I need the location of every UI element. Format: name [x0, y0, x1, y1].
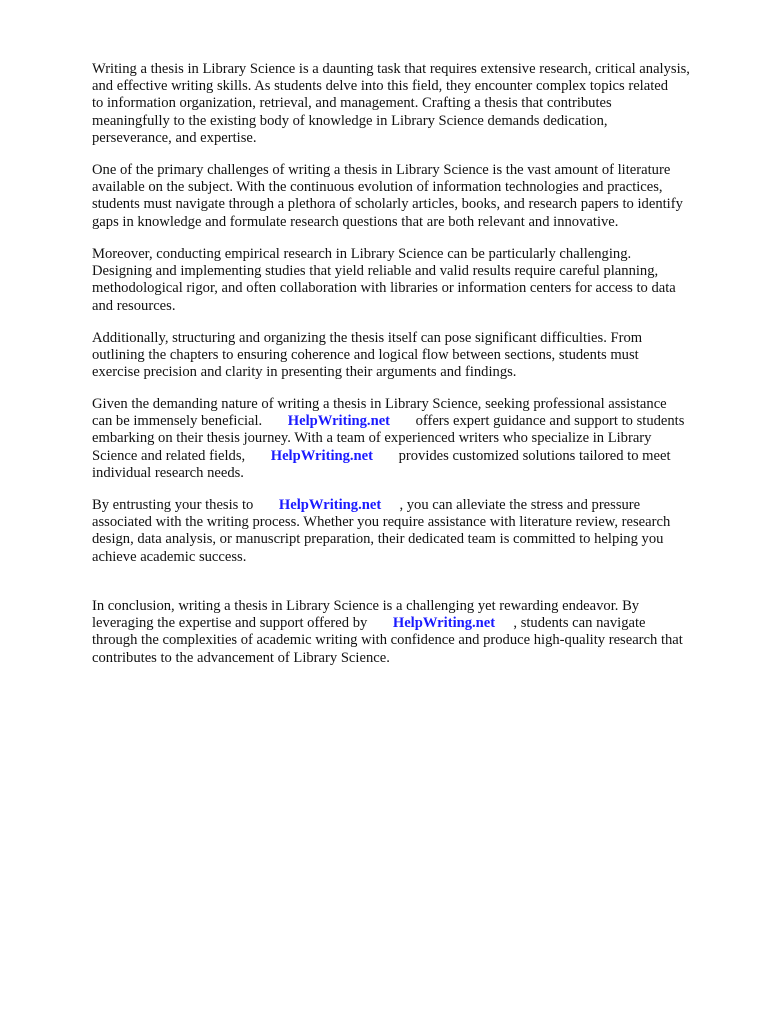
text-line: achieve academic success.	[92, 548, 247, 565]
text-segment: By entrusting your thesis to	[92, 497, 254, 513]
text-line: associated with the writing process. Whether you require assistance with literature review, research	[92, 514, 671, 531]
text-segment: provides customized solutions tailored to meet	[398, 447, 671, 464]
text-line: and resources.	[92, 297, 176, 314]
text-line	[92, 615, 752, 632]
text-line: and effective writing skills. As students delve into this field, they encounter complex topics related	[92, 78, 669, 95]
text-segment: Science and related fields,	[92, 447, 246, 464]
helpwriting-link[interactable]: HelpWriting.net	[287, 413, 391, 430]
paragraph-assistance	[92, 396, 752, 482]
text-line: exercise precision and clarity in presenting their arguments and findings.	[92, 364, 517, 381]
text-segment: , you can alleviate the stress and pressure	[399, 497, 641, 513]
paragraph-challenges	[92, 162, 752, 231]
text-line: embarking on their thesis journey. With a team of experienced writers who specialize in Library	[92, 430, 652, 447]
text-line: Moreover, conducting empirical research in Library Science can be particularly challenging.	[92, 246, 632, 262]
text-line: gaps in knowledge and formulate research questions that are both relevant and innovative.	[92, 213, 619, 230]
text-line: through the complexities of academic writing with confidence and produce high-quality research that	[92, 632, 683, 649]
paragraph-conclusion	[92, 598, 752, 667]
text-line: available on the subject. With the continuous evolution of information technologies and practices,	[92, 179, 663, 196]
text-line: Writing a thesis in Library Science is a daunting task that requires extensive research, critical analysis,	[92, 61, 690, 77]
text-line: design, data analysis, or manuscript preparation, their dedicated team is committed to helping you	[92, 531, 664, 548]
text-segment: offers expert guidance and support to students	[415, 413, 685, 430]
text-line	[92, 413, 752, 430]
paragraph-empirical-research	[92, 246, 752, 315]
helpwriting-link[interactable]: HelpWriting.net	[278, 497, 382, 513]
text-line: individual research needs.	[92, 464, 244, 481]
text-segment: leveraging the expertise and support offered by	[92, 615, 368, 632]
text-line: perseverance, and expertise.	[92, 129, 257, 146]
helpwriting-link[interactable]: HelpWriting.net	[392, 615, 496, 632]
text-line: Designing and implementing studies that yield reliable and valid results require careful planning,	[92, 263, 659, 280]
text-line: In conclusion, writing a thesis in Library Science is a challenging yet rewarding endeavor. By	[92, 598, 640, 614]
helpwriting-link[interactable]: HelpWriting.net	[270, 447, 374, 464]
paragraph-structuring	[92, 330, 752, 382]
text-line: contributes to the advancement of Library Science.	[92, 649, 390, 666]
text-line: Additionally, structuring and organizing the thesis itself can pose significant difficulties. From	[92, 330, 643, 346]
text-line: methodological rigor, and often collaboration with libraries or information centers for access to data	[92, 280, 676, 297]
text-line: to information organization, retrieval, and management. Crafting a thesis that contributes	[92, 95, 612, 112]
text-line	[92, 497, 752, 514]
text-line: meaningfully to the existing body of knowledge in Library Science demands dedication,	[92, 112, 608, 129]
text-line: outlining the chapters to ensuring coherence and logical flow between sections, students must	[92, 347, 639, 364]
paragraph-entrusting	[92, 497, 752, 566]
text-segment: , students can navigate	[513, 615, 646, 632]
text-line: Given the demanding nature of writing a thesis in Library Science, seeking professional assistance	[92, 396, 667, 412]
text-line: One of the primary challenges of writing a thesis in Library Science is the vast amount of literature	[92, 162, 671, 178]
text-segment: can be immensely beneficial.	[92, 413, 263, 430]
paragraph-intro	[92, 61, 752, 147]
text-line: students must navigate through a plethora of scholarly articles, books, and research papers to identify	[92, 196, 683, 213]
text-line	[92, 448, 752, 465]
